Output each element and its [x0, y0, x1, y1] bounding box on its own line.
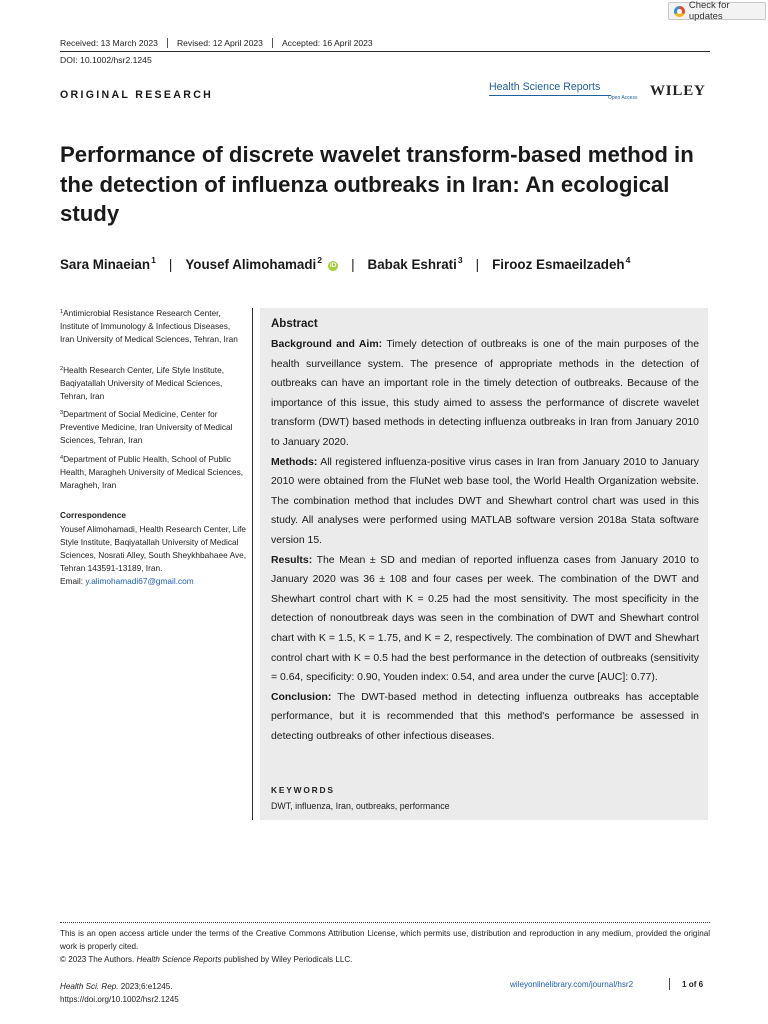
author-list: [60, 257, 630, 272]
email-link[interactable]: y.alimohamadi67@gmail.com: [85, 575, 194, 586]
article-dates: [60, 38, 382, 48]
revised-date: Revised: 12 April 2023: [167, 38, 272, 48]
article-type: ORIGINAL RESEARCH: [60, 89, 214, 101]
received-date: Received: 13 March 2023: [60, 38, 158, 48]
page-number: 1 of 6: [682, 980, 704, 989]
abstract-heading: Abstract: [271, 318, 318, 330]
journal-name: Health Science Reports: [489, 81, 601, 93]
abstract-results: Results: The Mean ± SD and median of reported influenza cases from January 2010 to January 2020 was 36 ± 108 and four cases per week. The combination of the DWT and Shewhart control chart with K = 0.25 had the most sensitivity. The most specificity in the detection of nonoutbreak days was seen in the combination of DWT and Shewhart control chart with K = 1.5, K = 1.75, and K = 2, respectively. The combination of DWT and Shewhart control chart with K = 0.5 had the best performance in the detection of outbreaks (sensitivity = 0.64, specificity: 0.90, Youden index: 0.54, and area under the curve [AUC]: 0.77).: [271, 554, 699, 684]
open-access-label: Open Access: [608, 95, 638, 101]
accepted-date: Accepted: 16 April 2023: [272, 38, 382, 48]
affiliation: $^4$Department of Public Health, School of Public Health, Maragheh University of Medical Sciences, Maragheh, Iran: [60, 454, 244, 490]
abstract-background: Background and Aim: Timely detection of outbreaks is one of the main purposes of the health surveillance system. The presence of appropriate methods in the detection of outbreaks can have an important role in the timely detection of outbreaks. Because of the importance of this issue, this study aimed to assess the performance of discrete wavelet transform (DWT) based methods in detecting influenza outbreaks in Iran from January 2010 to January 2020.: [271, 339, 699, 448]
footer-divider: [60, 922, 710, 923]
check-for-updates-label: Check for updates: [688, 0, 730, 22]
author[interactable]: Firooz Esmaeilzadeh$^4$: [492, 255, 631, 272]
keywords-heading: KEYWORDS: [271, 785, 335, 795]
correspondence-heading: Correspondence: [60, 510, 126, 520]
abstract-conclusion: Conclusion: The DWT-based method in detecting influenza outbreaks has acceptable performance, but it is recommended that this method's performance be assessed in detecting outbreaks of other infectious diseases.: [271, 691, 699, 742]
author[interactable]: Babak Eshrati$^3$: [367, 255, 463, 272]
header-divider: [60, 51, 710, 52]
affiliation: $^1$Antimicrobial Resistance Research Center, Institute of Immunology & Infectious Diseases, Iran University of Medical Sciences, Tehran, Iran: [60, 308, 238, 344]
footer-separator: [669, 978, 670, 990]
column-divider: [252, 308, 253, 820]
affiliation: $^3$Department of Social Medicine, Center for Preventive Medicine, Iran University of Medical Sciences, Tehran, Iran: [60, 409, 233, 445]
abstract-methods: Methods: All registered influenza-positive virus cases in Iran from January 2010 to January 2010 were obtained from the FluNet web base tool, the World Health Organization website. The combination method that includes DWT and Shewhart control chart was used in this study. All analyses were performed using MATLAB software version 2018a Stata software version 15.: [271, 456, 699, 546]
author-separator: |: [168, 257, 173, 272]
author[interactable]: Yousef Alimohamadi$^2$: [185, 255, 323, 272]
orcid-icon[interactable]: iD: [329, 262, 337, 269]
citation: Health Sci. Rep. 2023;6:e1245. https://doi.org/10.1002/hsr2.1245: [60, 982, 179, 1004]
keywords: DWT, influenza, Iran, outbreaks, performance: [271, 801, 450, 811]
journal-url[interactable]: wileyonlinelibrary.com/journal/hsr2: [510, 980, 634, 989]
correspondence-details: Yousef Alimohamadi, Health Research Center, Life Style Institute, Baqiyatallah University of Medical Sciences, Nosrati Alley, South Sheykhbahaee Ave, Tehran 143591-13189, Iran. Email: y.alimohamadi67@gmail.com: [60, 524, 247, 586]
publisher-logo: WILEY: [650, 83, 706, 99]
doi-url[interactable]: https://doi.org/10.1002/hsr2.1245: [60, 995, 179, 1004]
author-separator: |: [351, 257, 355, 272]
journal-underline: [489, 95, 611, 96]
license-text: This is an open access article under the terms of the Creative Commons Attribution License, which permits use, distribution and reproduction in any medium, provided the original work is properly cited. © 2023 The Authors. Health Science Reports published by Wiley Periodicals LLC.: [60, 929, 710, 965]
author-separator: |: [475, 257, 480, 272]
doi[interactable]: DOI: 10.1002/hsr2.1245: [60, 55, 152, 65]
article-title: Performance of discrete wavelet transform-based method in the detection of influenza outbreaks in Iran: An ecological study: [60, 142, 694, 226]
abstract-body: [271, 335, 699, 746]
check-for-updates-button[interactable]: [668, 2, 766, 20]
crossmark-icon: [674, 6, 685, 17]
affiliation: $^2$Health Research Center, Life Style Institute, Baqiyatallah University of Medical Sciences, Tehran, Iran: [60, 365, 225, 401]
author[interactable]: Sara Minaeian$^1$: [60, 255, 156, 272]
